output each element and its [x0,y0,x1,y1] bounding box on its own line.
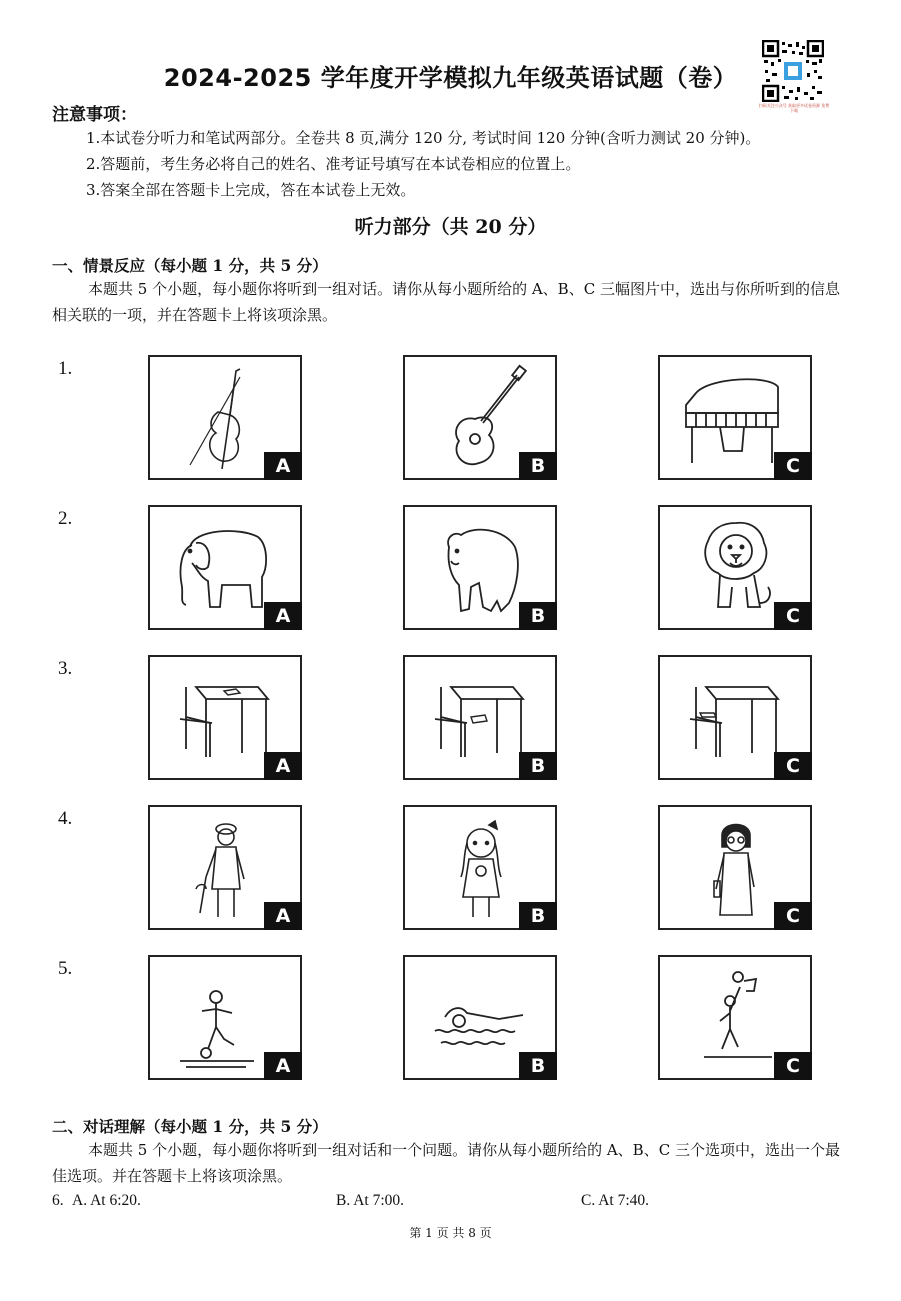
option-box-a[interactable] [148,655,302,780]
qr-caption: 扫码关注公众号 获取更多试卷资源 免费下载 [758,103,830,113]
option-box-a[interactable] [148,955,302,1080]
option-box-c[interactable] [658,505,812,630]
option-box-c[interactable] [658,355,812,480]
part2-heading: 二、对话理解（每小题 1 分，共 5 分） [52,1117,328,1136]
notice-item: 3.答案全部在答题卡上完成，答在本试卷上无效。 [86,181,416,199]
part2-instructions: 本题共 5 个小题，每小题你将听到一组对话和一个问题。请你从每小题所给的 A、B、C 三个选项中，选出一个最佳选项。并在答题卡上将该项涂黑。 [52,1141,840,1185]
question-number: 4. [58,808,73,829]
option-box-a[interactable] [148,355,302,480]
option-label: A [264,602,302,630]
option-box-b[interactable] [403,505,557,630]
part1-heading: 一、情景反应（每小题 1 分，共 5 分） [52,256,328,275]
option-box-c[interactable] [658,805,812,930]
option-box-b[interactable] [403,955,557,1080]
option-label: B [519,1052,557,1080]
option-label: C [774,452,812,480]
question-number: 5. [58,958,73,979]
option-label: B [519,602,557,630]
exam-title: 2024-2025 学年度开学模拟九年级英语试题（卷） [163,64,738,92]
option-box-c[interactable] [658,955,812,1080]
q6-option-c[interactable]: C. At 7:40. [581,1192,650,1209]
notice-item: 2.答题前，考生务必将自己的姓名、准考证号填写在本试卷相应的位置上。 [86,155,581,173]
page-footer: 第 1 页 共 8 页 [409,1226,492,1240]
question-number: 3. [58,658,73,679]
question-number: 2. [58,508,73,529]
option-label: A [264,752,302,780]
option-box-b[interactable] [403,655,557,780]
option-box-b[interactable] [403,355,557,480]
option-label: C [774,602,812,630]
notice-item: 1.本试卷分听力和笔试两部分。全卷共 8 页,满分 120 分, 考试时间 120 分钟(含听力测试 20 分钟)。 [86,129,761,147]
part1-instructions: 本题共 5 个小题，每小题你将听到一组对话。请你从每小题所给的 A、B、C 三幅图片中，选出与你所听到的信息相关联的一项，并在答题卡上将该项涂黑。 [52,280,840,324]
q6-option-b[interactable]: B. At 7:00. [336,1192,405,1209]
qr-code [762,40,824,102]
option-box-b[interactable] [403,805,557,930]
option-label: A [264,452,302,480]
option-box-a[interactable] [148,805,302,930]
option-box-a[interactable] [148,505,302,630]
option-label: C [774,1052,812,1080]
option-label: C [774,752,812,780]
option-label: B [519,452,557,480]
option-box-c[interactable] [658,655,812,780]
option-label: B [519,752,557,780]
question-6-number: 6. [52,1192,64,1209]
option-label: B [519,902,557,930]
q6-option-a[interactable]: A. At 6:20. [72,1192,141,1209]
notice-heading: 注意事项： [52,105,137,125]
question-number: 1. [58,358,73,379]
option-label: A [264,1052,302,1080]
listening-section-title: 听力部分（共 20 分） [354,216,547,238]
option-label: A [264,902,302,930]
option-label: C [774,902,812,930]
